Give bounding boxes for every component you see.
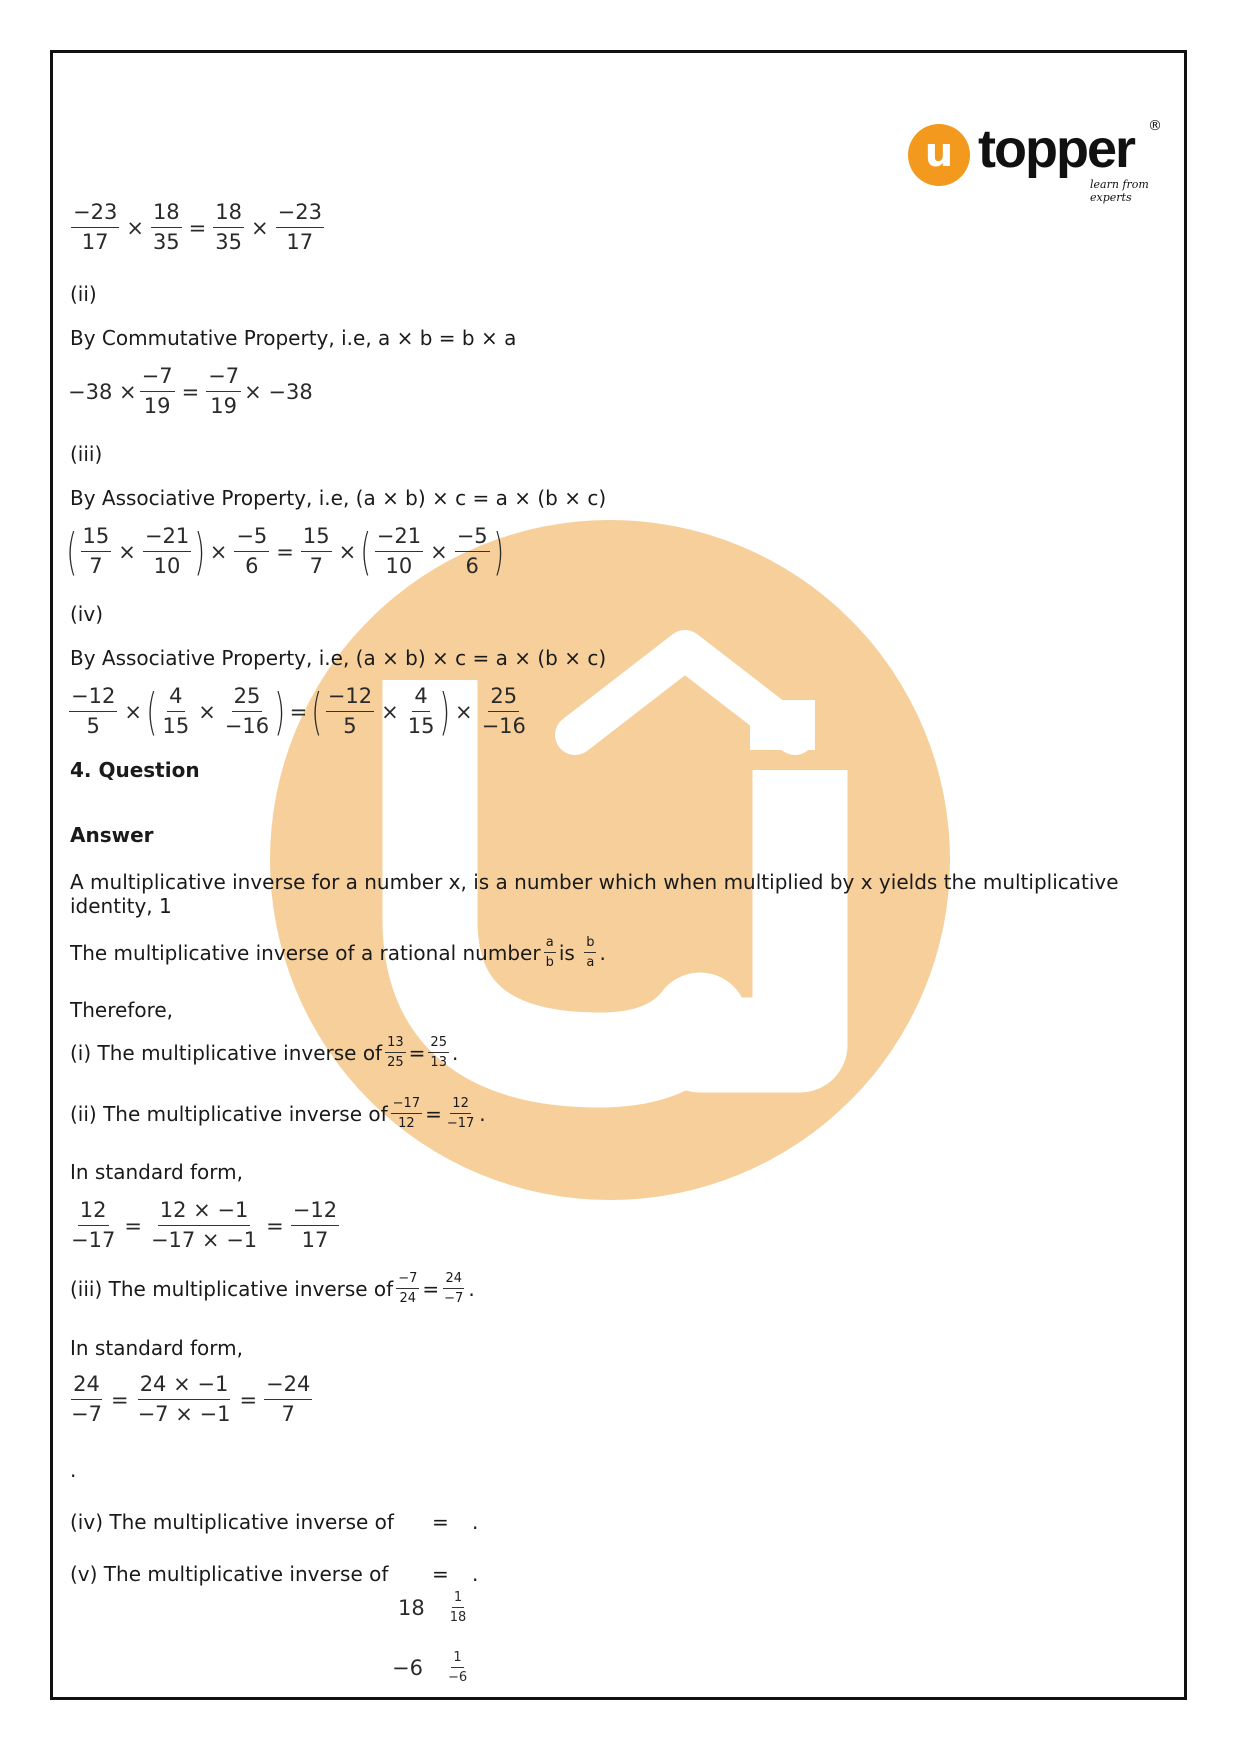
part-iii-text: By Associative Property, i.e, (a × b) × c = a × (b × c) (70, 486, 607, 510)
definition-text: A multiplicative inverse for a number x, is a number which when multiplied by x yields the multiplicative identity, 1 (70, 870, 1119, 918)
inverse-iv-values: 18 $\frac{1}{18}$ (398, 1590, 467, 1625)
inverse-i: (i) The multiplicative inverse of $\frac{13}{25}$ = $\frac{25}{13}$ . (70, 1035, 459, 1070)
utopper-logo (908, 118, 1168, 204)
inverse-iv-text: (iv) The multiplicative inverse of (70, 1510, 394, 1534)
question-heading: 4. Question (70, 758, 200, 782)
logo-registered: ® (1148, 118, 1162, 134)
logo-word: topper (978, 119, 1134, 179)
part-iv-text: By Associative Property, i.e, (a × b) × c = a × (b × c) (70, 646, 607, 670)
standard-form-ii: $\frac{12}{-17}$ = $\frac{12 \times -1}{-17 \times -1}$ = $\frac{-12}{17}$ (71, 1198, 338, 1253)
standard-form-iii: $\frac{24}{-7}$ = $\frac{24 \times -1}{-7 \times -1}$ = $\frac{-24}{7}$ (71, 1372, 311, 1427)
inverse-ii: (ii) The multiplicative inverse of $\frac{-17}{12}$ = $\frac{12}{-17}$ . (70, 1096, 486, 1131)
inverse-iv-end: . (472, 1510, 479, 1534)
standard-form-label-ii: In standard form, (70, 1160, 243, 1184)
answer-heading: Answer (70, 823, 154, 847)
part-ii-text: By Commutative Property, i.e, a × b = b × a (70, 326, 517, 350)
rational-inverse-line: The multiplicative inverse of a rational number $\frac{a}{b}$ is $\frac{b}{a}$ . (70, 935, 606, 970)
inverse-v-eq: = (432, 1562, 449, 1586)
inverse-v-end: . (472, 1562, 479, 1586)
stray-dot: . (70, 1458, 77, 1482)
standard-form-label-iii: In standard form, (70, 1336, 243, 1360)
equation-commutative-ii: −38 × $\frac{-7}{19}$ = $\frac{-7}{19}$ × −38 (68, 364, 313, 419)
therefore-text: Therefore, (70, 998, 174, 1022)
equation-commutative-i: $\frac{-23}{17}$ × $\frac{18}{35}$ = $\frac{18}{35}$ × $\frac{-23}{17}$ (73, 200, 322, 255)
equation-associative-iii: ( $\frac{15}{7}$ × $\frac{-21}{10}$ ) × $\frac{-5}{6}$ = $\frac{15}{7}$ × ( $\frac{-21}{10}$ × $\frac{-5}{6}$ ) (66, 522, 504, 581)
inverse-v-text: (v) The multiplicative inverse of (70, 1562, 389, 1586)
logo-circle-icon: u (908, 124, 970, 186)
logo-tagline: learn from experts (1090, 178, 1149, 204)
part-iii-label: (iii) (70, 442, 103, 466)
inverse-iv-eq: = (432, 1510, 449, 1534)
part-iv-label: (iv) (70, 602, 103, 626)
inverse-v-values: −6 $\frac{1}{-6}$ (392, 1650, 468, 1685)
part-ii-label: (ii) (70, 282, 97, 306)
equation-associative-iv: $\frac{-12}{5}$ × ( $\frac{4}{15}$ × $\frac{25}{-16}$ ) = ( $\frac{-12}{5}$ × $\frac{4}{15}$ ) × $\frac{25}{-16}$ (71, 682, 526, 741)
inverse-iii: (iii) The multiplicative inverse of $\frac{-7}{24}$ = $\frac{24}{-7}$ . (70, 1271, 475, 1306)
